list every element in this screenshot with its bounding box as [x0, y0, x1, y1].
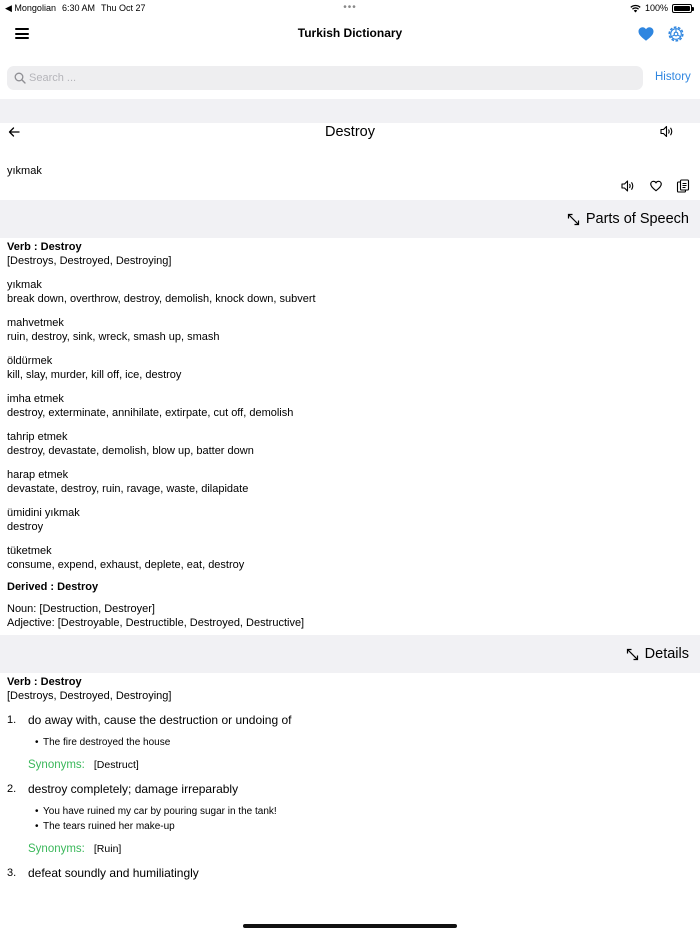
status-date: Thu Oct 27: [100, 3, 146, 13]
definition-text: defeat soundly and humiliatingly: [28, 866, 199, 880]
derived-adjective-line: Adjective: [Destroyable, Destructible, Destroyed, Destructive]: [7, 617, 305, 629]
pos-english-synonyms: ruin, destroy, sink, wreck, smash up, smash: [7, 331, 220, 343]
settings-gear-icon[interactable]: [666, 24, 686, 44]
pos-group: [7, 278, 687, 306]
status-right: [630, 3, 692, 13]
pos-group: [7, 544, 687, 572]
details-verb-label: Verb : Destroy: [7, 676, 82, 688]
pos-english-synonyms: break down, overthrow, destroy, demolish, knock down, subvert: [7, 293, 316, 305]
definition-item: [7, 782, 687, 856]
pos-english-synonyms: kill, slay, murder, kill off, ice, destroy: [7, 369, 182, 381]
nav-bar: [0, 18, 700, 50]
battery-icon: [672, 4, 692, 13]
translation-speaker-icon[interactable]: [621, 179, 635, 193]
pos-group: [7, 430, 687, 458]
pos-english-synonyms: destroy: [7, 521, 44, 533]
status-bar: [0, 0, 700, 18]
translation-actions: [620, 179, 692, 195]
definition-number: 2.: [7, 783, 17, 795]
pos-turkish-word: mahvetmek: [7, 317, 64, 329]
pos-turkish-word: imha etmek: [7, 393, 64, 405]
battery-fill: [674, 6, 690, 11]
pos-turkish-word: tahrip etmek: [7, 431, 68, 443]
search-input[interactable]: [29, 66, 629, 90]
example-sentence: • You have ruined my car by pouring sugar in the tank!: [35, 804, 687, 819]
word-header: [0, 123, 700, 143]
pos-turkish-word: tüketmek: [7, 545, 52, 557]
definition-number: 3.: [7, 867, 17, 879]
pos-verb-label: Verb : Destroy: [7, 241, 82, 253]
example-list: [28, 735, 687, 750]
status-time: 6:30 AM: [61, 3, 95, 13]
definition-number: 1.: [7, 714, 17, 726]
translation-text: yıkmak: [7, 165, 42, 177]
definition-item: [7, 866, 687, 880]
pos-english-synonyms: destroy, devastate, demolish, blow up, batter down: [7, 445, 254, 457]
expand-arrows-icon: [626, 648, 639, 661]
favorites-heart-icon[interactable]: [637, 25, 655, 43]
synonyms-values: [Destruct]: [93, 759, 139, 771]
details-header: [0, 635, 700, 673]
definition-item: [7, 713, 687, 772]
pos-group: [7, 468, 687, 496]
favorite-heart-icon[interactable]: [649, 179, 663, 193]
details-content: [7, 675, 687, 881]
details-verb-forms: [Destroys, Destroyed, Destroying]: [7, 690, 172, 702]
app-title: Turkish Dictionary: [297, 26, 403, 40]
section-divider: [0, 99, 700, 123]
derived-forms: [7, 602, 687, 630]
parts-of-speech-title: Parts of Speech: [585, 211, 689, 227]
definition-text: destroy completely; damage irreparably: [28, 782, 239, 796]
details-toggle[interactable]: [626, 646, 689, 662]
history-button[interactable]: History: [655, 71, 691, 83]
pos-turkish-word: harap etmek: [7, 469, 69, 481]
pos-group: [7, 392, 687, 420]
pos-verb-forms: [Destroys, Destroyed, Destroying]: [7, 255, 172, 267]
parts-of-speech-content: [7, 240, 687, 630]
synonyms-row: [28, 842, 687, 856]
pos-group: [7, 506, 687, 534]
status-left: [5, 3, 146, 14]
pos-turkish-word: ümidini yıkmak: [7, 507, 80, 519]
pos-english-synonyms: destroy, exterminate, annihilate, extirpate, cut off, demolish: [7, 407, 294, 419]
pos-turkish-word: yıkmak: [7, 279, 42, 291]
battery-percent: 100%: [644, 3, 668, 13]
copy-clipboard-icon[interactable]: [676, 179, 690, 193]
derived-noun-line: Noun: [Destruction, Destroyer]: [7, 603, 155, 615]
definition-text: do away with, cause the destruction or undoing of: [28, 713, 292, 727]
back-to-app-label[interactable]: ◀ Mongolian: [5, 3, 56, 13]
search-box[interactable]: [7, 66, 643, 90]
example-sentence: • The tears ruined her make-up: [35, 819, 687, 834]
synonyms-label: Synonyms:: [28, 759, 85, 771]
parts-of-speech-toggle[interactable]: [567, 211, 689, 227]
headword-title: Destroy: [325, 124, 375, 140]
pronounce-speaker-icon[interactable]: [660, 125, 674, 138]
derived-label: Derived : Destroy: [7, 581, 99, 593]
details-title: Details: [644, 646, 689, 662]
pos-group: [7, 354, 687, 382]
pos-english-synonyms: devastate, destroy, ruin, ravage, waste, dilapidate: [7, 483, 249, 495]
pos-turkish-word: öldürmek: [7, 355, 53, 367]
search-icon: [14, 72, 26, 84]
synonyms-row: [28, 758, 687, 772]
multitasking-dots-icon[interactable]: •••: [343, 2, 357, 13]
synonyms-label: Synonyms:: [28, 843, 85, 855]
synonyms-values: [Ruin]: [93, 843, 122, 855]
home-indicator[interactable]: [243, 924, 457, 928]
example-list: [28, 804, 687, 834]
pos-group: [7, 316, 687, 344]
pos-english-synonyms: consume, expend, exhaust, deplete, eat, destroy: [7, 559, 245, 571]
parts-of-speech-header: [0, 200, 700, 238]
example-sentence: • The fire destroyed the house: [35, 735, 687, 750]
expand-arrows-icon: [567, 213, 580, 226]
search-row: [0, 66, 700, 92]
wifi-icon: [630, 4, 641, 13]
